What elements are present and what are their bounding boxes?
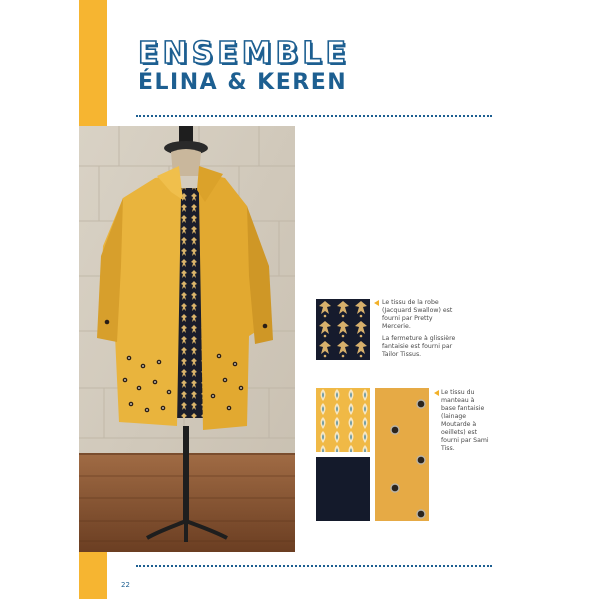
caption-marker <box>434 390 439 396</box>
dress-fabric-caption <box>382 299 460 363</box>
dress-fabric-text: Le tissu de la robe (Jacquard Swallow) est fourni par Pretty Mercerie. <box>382 299 453 330</box>
bottom-divider <box>136 565 492 567</box>
page-subtitle: ÉLINA & KEREN <box>138 70 348 95</box>
navy-fabric-swatch <box>316 457 370 521</box>
coat-fabric-caption <box>441 389 489 457</box>
mustard-wool-swatch <box>375 388 429 521</box>
dress-fabric-swatch <box>316 299 370 360</box>
zipper-text: La fermeture à glissière fantaisie est fourni par Tailor Tissus. <box>382 335 456 358</box>
page-title: ENSEMBLE <box>138 36 351 71</box>
coat-photo <box>79 126 295 552</box>
page-number: 22 <box>121 581 130 589</box>
caption-marker <box>374 300 379 306</box>
fantasy-fabric-swatch <box>316 388 370 452</box>
top-divider <box>136 115 492 117</box>
coat-fabric-text: Le tissu du manteau à base fantaisie (lainage Moutarde à oeillets) est fourni par Sami Tiss. <box>441 389 489 452</box>
